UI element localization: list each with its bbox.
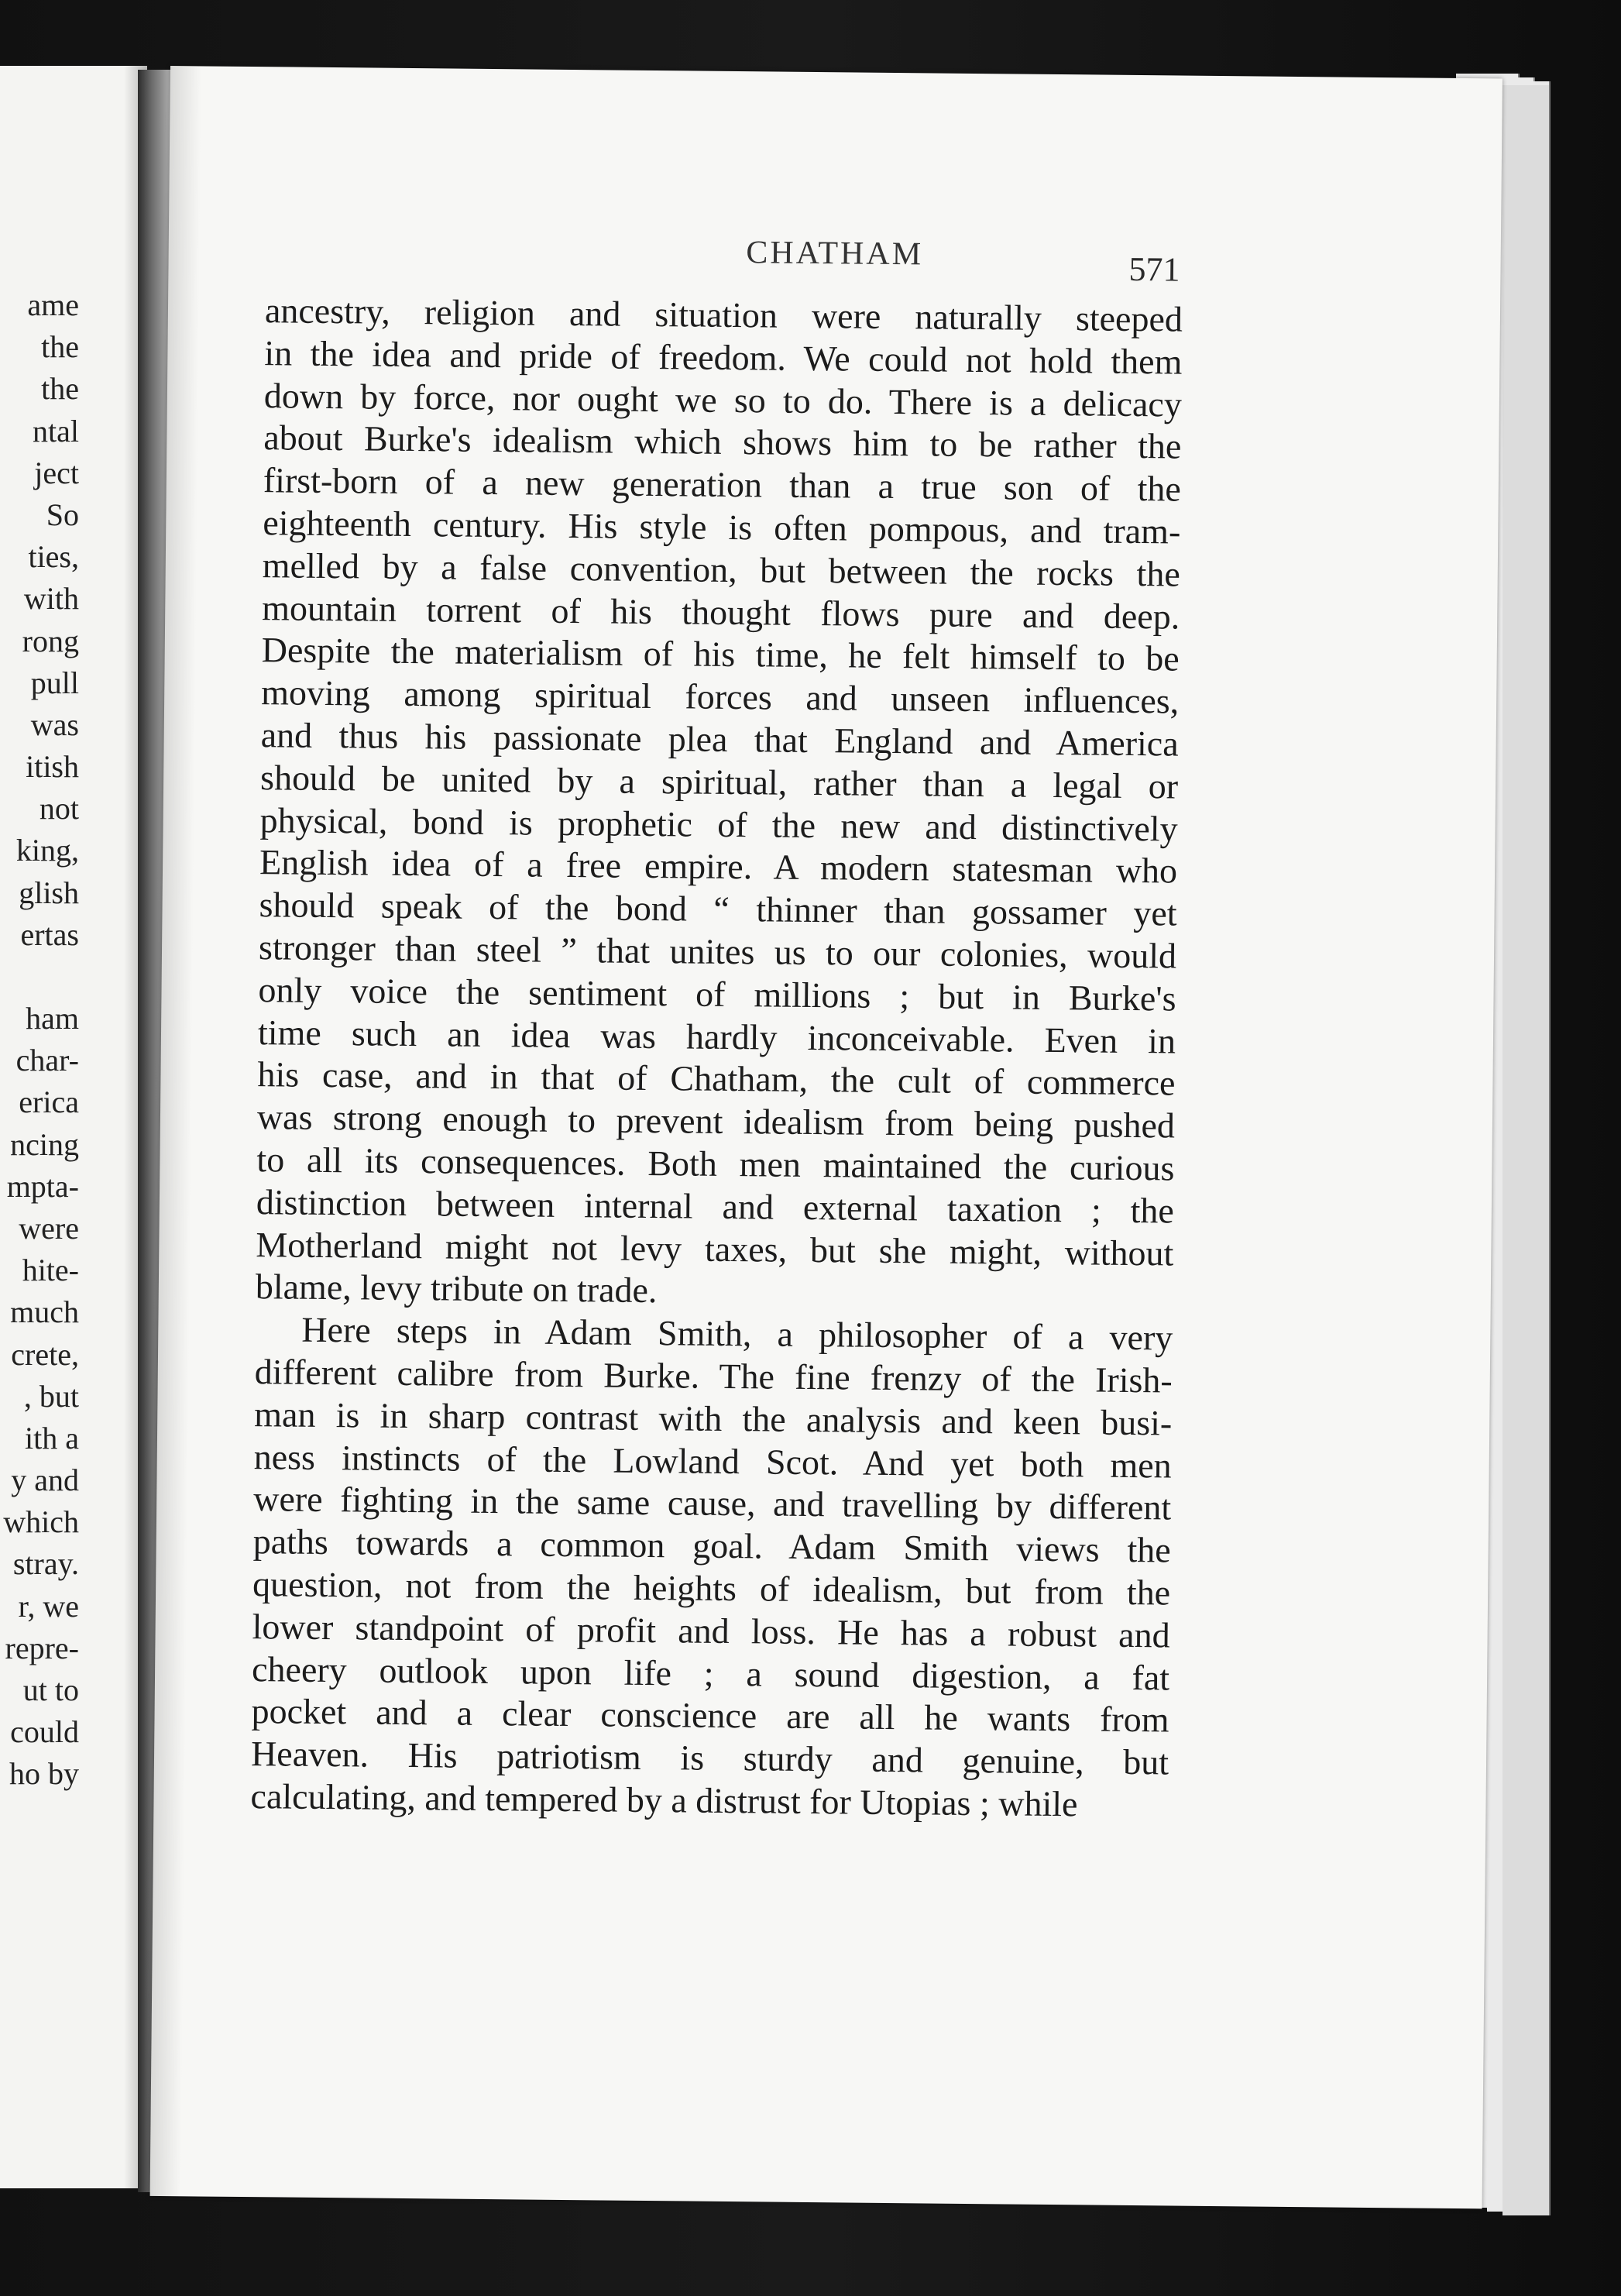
text-line: Motherland might not levy taxes, but she might, without (256, 1224, 1174, 1273)
left-page-fragment: were (19, 1210, 79, 1246)
text-line: melled by a false convention, but between the rocks the (262, 545, 1181, 594)
text-line: man is in sharp contrast with the analysis and keen busi- (254, 1394, 1173, 1443)
left-facing-page (0, 66, 147, 2188)
text-line: were fighting in the same cause, and travelling by different (253, 1479, 1172, 1528)
left-page-fragment: char- (15, 1043, 79, 1078)
left-page-fragment: not (39, 791, 79, 827)
left-page-fragment: the (41, 329, 79, 365)
text-line: about Burke's idealism which shows him to be rather the (263, 418, 1182, 466)
left-page-fragment: with (23, 581, 79, 617)
text-line: down by force, nor ought we so to do. There is a delicacy (263, 375, 1183, 424)
text-line: different calibre from Burke. The fine frenzy of the Irish- (254, 1352, 1173, 1401)
left-page-fragment: the (41, 371, 79, 407)
left-page-fragment: much (10, 1294, 79, 1330)
text-line: Here steps in Adam Smith, a philosopher of a very (301, 1309, 1173, 1358)
text-line: calculating, and tempered by a distrust for Utopias ; while (250, 1775, 1078, 1824)
left-page-fragment: ith a (25, 1420, 79, 1456)
text-line: distinction between internal and external taxation ; the (256, 1181, 1175, 1231)
left-page-fragment: crete, (11, 1336, 79, 1372)
text-line: Despite the materialism of his time, he felt himself to be (261, 630, 1180, 679)
text-line: in the idea and pride of freedom. We could not hold them (264, 332, 1183, 382)
text-line: moving among spiritual forces and unseen influences, (260, 672, 1180, 721)
text-line: was strong enough to prevent idealism from being pushed (256, 1097, 1176, 1146)
text-line: pocket and a clear conscience are all he wants from (251, 1691, 1169, 1740)
text-line: should be united by a spiritual, rather than a legal or (259, 757, 1179, 806)
text-line: time such an idea was hardly inconceivable. Even in (257, 1012, 1176, 1061)
left-page-fragment: ntal (33, 413, 79, 449)
left-page-fragment: mpta- (6, 1168, 79, 1204)
left-page-fragment: repre- (5, 1630, 79, 1665)
left-page-fragment: r, we (18, 1588, 79, 1624)
text-line: and thus his passionate plea that England and America (260, 715, 1179, 764)
text-line: ancestry, religion and situation were naturally steeped (264, 290, 1183, 339)
text-line: lower standpoint of profit and loss. He has a robust and (252, 1606, 1170, 1655)
left-page-fragment: So (46, 497, 79, 532)
text-line: only voice the sentiment of millions ; but in Burke's (258, 969, 1176, 1019)
text-line: to all its consequences. Both men maintained the curious (256, 1139, 1175, 1188)
left-page-fragment: stray. (12, 1546, 79, 1582)
left-page-fragment (0, 956, 79, 998)
left-page-fragment: ties, (28, 539, 79, 575)
text-line: physical, bond is prophetic of the new and distinctively (259, 799, 1178, 849)
left-page-fragment: king, (15, 833, 79, 868)
left-page-fragment: ut to (22, 1672, 79, 1707)
text-line: question, not from the heights of idealism, but from the (252, 1564, 1171, 1613)
left-page-fragment: ertas (20, 916, 79, 952)
left-page-fragment: hite- (22, 1253, 79, 1288)
left-page-fragment: itish (26, 749, 79, 785)
page-body-text (250, 290, 1183, 1827)
text-line: blame, levy tribute on trade. (255, 1267, 658, 1311)
running-head: CHATHAM (746, 235, 924, 273)
left-page-fragment: ncing (10, 1126, 79, 1162)
text-line: cheery outlook upon life ; a sound digestion, a fat (251, 1648, 1170, 1697)
text-line: mountain torrent of his thought flows pure and deep. (262, 587, 1180, 637)
left-page-fragment: ject (34, 455, 79, 490)
left-page-fragment: ame (27, 287, 79, 322)
left-page-fragment: , but (23, 1378, 79, 1414)
text-line: should speak of the bond “ thinner than gossamer yet (259, 885, 1177, 933)
left-page-fragment: glish (19, 875, 79, 910)
left-page-fragment: pull (30, 665, 79, 700)
text-line: Heaven. His patriotism is sturdy and genuine, but (250, 1734, 1169, 1782)
text-line: ness instincts of the Lowland Scot. And yet both men (253, 1436, 1172, 1486)
text-line: paths towards a common goal. Adam Smith views the (252, 1521, 1171, 1570)
book-page (150, 66, 1503, 2208)
left-page-fragment: was (30, 706, 79, 742)
left-page-fragment: ham (26, 1001, 79, 1036)
left-page-fragment: rong (22, 623, 79, 658)
text-line: English idea of a free empire. A modern statesman who (259, 842, 1178, 891)
left-page-fragment: which (3, 1504, 79, 1540)
left-page-text-fragments (0, 284, 79, 1796)
text-line: first-born of a new generation than a true son of the (263, 460, 1182, 509)
left-page-fragment: could (10, 1714, 79, 1750)
left-page-fragment: ho by (9, 1756, 79, 1792)
left-page-fragment: y and (11, 1462, 79, 1498)
text-line: his case, and in that of Chatham, the cult of commerce (257, 1054, 1176, 1103)
text-line: eighteenth century. His style is often pompous, and tram- (263, 503, 1181, 552)
left-page-fragment: erica (19, 1084, 79, 1120)
text-line: stronger than steel ” that unites us to our colonies, would (258, 927, 1177, 976)
page-number: 571 (1128, 249, 1180, 289)
